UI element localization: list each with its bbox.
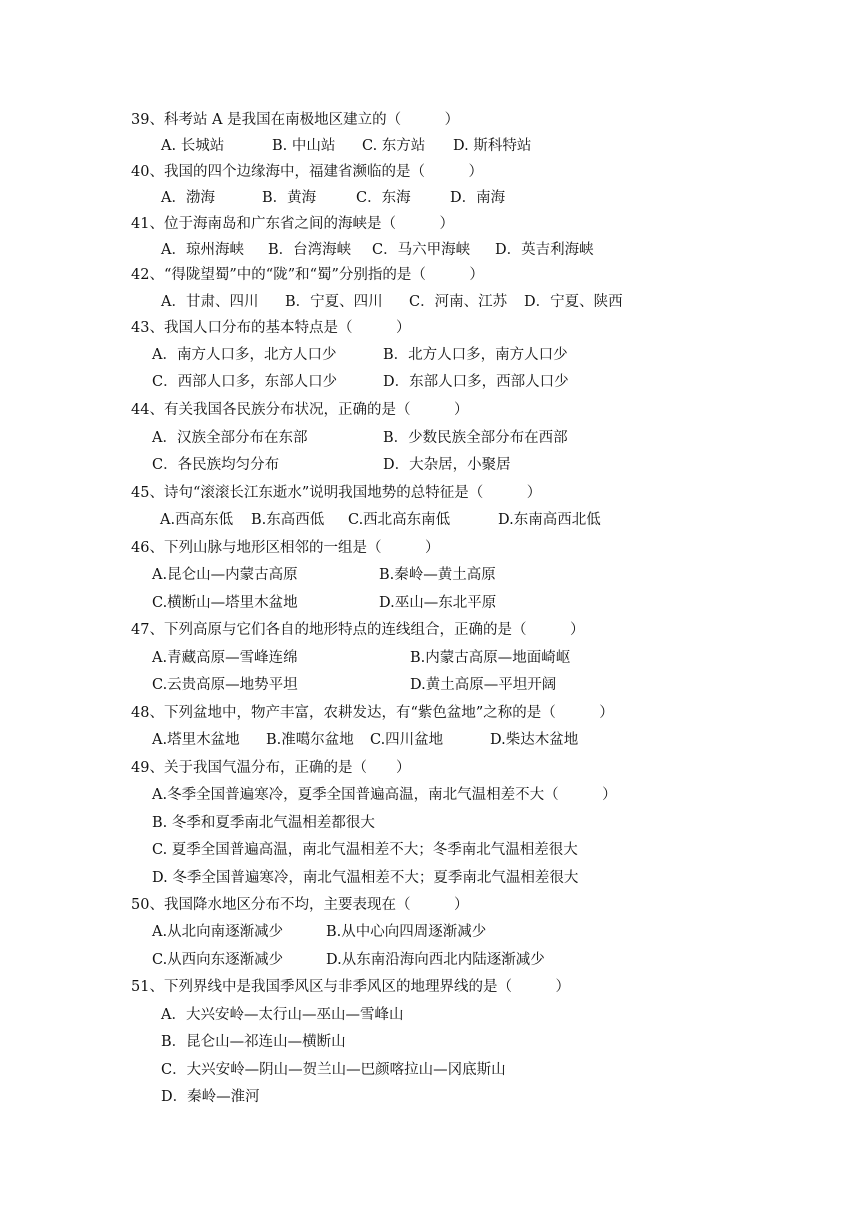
question-41-option-d: D．英吉利海峡 — [495, 242, 594, 258]
question-49-option-c: C. 夏季全国普遍高温，南北气温相差不大；冬季南北气温相差很大 — [152, 842, 578, 858]
question-47-stem: 47、下列高原与它们各自的地形特点的连线组合，正确的是（ ） — [131, 622, 585, 638]
question-47-option-b: B.内蒙古高原—地面崎岖 — [410, 650, 571, 666]
question-42-option-d: D．宁夏、陕西 — [524, 294, 623, 310]
question-44-stem: 44、有关我国各民族分布状况，正确的是（ ） — [131, 402, 469, 418]
question-40-option-c: C．东海 — [356, 190, 411, 206]
question-42-stem: 42、“得陇望蜀”中的“陇”和“蜀”分别指的是（ ） — [131, 267, 484, 283]
question-45-stem: 45、诗句“滚滚长江东逝水”说明我国地势的总特征是（ ） — [131, 485, 542, 501]
question-41-stem: 41、位于海南岛和广东省之间的海峡是（ ） — [131, 216, 454, 232]
question-42-option-c: C．河南、江苏 — [409, 294, 508, 310]
question-46-option-b: B.秦岭—黄土高原 — [379, 567, 496, 583]
question-43-option-a: A．南方人口多，北方人口少 — [152, 347, 337, 363]
question-40-option-b: B．黄海 — [262, 190, 317, 206]
question-41-option-b: B．台湾海峡 — [268, 242, 352, 258]
question-41-option-a: A．琼州海峡 — [161, 242, 244, 258]
question-46-option-c: C.横断山—塔里木盆地 — [152, 595, 298, 611]
question-39-option-b: B. 中山站 — [272, 138, 336, 154]
question-45-option-c: C.西北高东南低 — [348, 512, 451, 528]
question-45-option-a: A.西高东低 — [160, 512, 234, 528]
question-43-option-d: D．东部人口多，西部人口少 — [383, 374, 569, 390]
question-43-option-c: C．西部人口多，东部人口少 — [152, 374, 338, 390]
question-43-stem: 43、我国人口分布的基本特点是（ ） — [131, 320, 411, 336]
question-44-option-b: B．少数民族全部分布在西部 — [383, 430, 568, 446]
question-47-option-c: C.云贵高原—地势平坦 — [152, 677, 298, 693]
question-51-option-b: B．昆仑山—祁连山—横断山 — [161, 1034, 346, 1050]
question-39-option-d: D. 斯科特站 — [453, 138, 532, 154]
question-46-option-d: D.巫山—东北平原 — [379, 595, 497, 611]
question-48-option-d: D.柴达木盆地 — [490, 732, 579, 748]
question-51-option-d: D．秦岭—淮河 — [161, 1089, 260, 1105]
question-44-option-c: C．各民族均匀分布 — [152, 457, 280, 473]
question-50-option-a: A.从北向南逐渐减少 — [152, 924, 284, 940]
question-45-option-d: D.东南高西北低 — [498, 512, 601, 528]
question-51-stem: 51、下列界线中是我国季风区与非季风区的地理界线的是（ ） — [131, 979, 570, 995]
question-40-stem: 40、我国的四个边缘海中，福建省濒临的是（ ） — [131, 164, 483, 180]
question-40-option-d: D．南海 — [450, 190, 506, 206]
question-46-stem: 46、下列山脉与地形区相邻的一组是（ ） — [131, 540, 440, 556]
question-49-option-a: A.冬季全国普遍寒冷，夏季全国普遍高温，南北气温相差不大（ ） — [152, 787, 617, 803]
question-49-option-b: B. 冬季和夏季南北气温相差都很大 — [152, 815, 375, 831]
question-51-option-c: C．大兴安岭—阴山—贺兰山—巴颜喀拉山—冈底斯山 — [161, 1062, 506, 1078]
question-50-option-d: D.从东南沿海向西北内陆逐渐减少 — [326, 952, 545, 968]
question-39-option-c: C. 东方站 — [362, 138, 426, 154]
question-50-option-c: C.从西向东逐渐减少 — [152, 952, 284, 968]
question-42-option-a: A．甘肃、四川 — [161, 294, 259, 310]
question-49-stem: 49、关于我国气温分布，正确的是（ ） — [131, 760, 411, 776]
question-49-option-d: D. 冬季全国普遍寒冷，南北气温相差不大；夏季南北气温相差很大 — [152, 870, 579, 886]
question-51-option-a: A．大兴安岭—太行山—巫山—雪峰山 — [161, 1007, 404, 1023]
question-46-option-a: A.昆仑山—内蒙古高原 — [152, 567, 298, 583]
question-47-option-d: D.黄土高原—平坦开阔 — [410, 677, 557, 693]
question-40-option-a: A．渤海 — [161, 190, 215, 206]
question-50-stem: 50、我国降水地区分布不均，主要表现在（ ） — [131, 897, 469, 913]
question-48-option-b: B.准噶尔盆地 — [266, 732, 354, 748]
question-45-option-b: B.东高西低 — [251, 512, 325, 528]
question-48-option-c: C.四川盆地 — [370, 732, 444, 748]
question-50-option-b: B.从中心向四周逐渐减少 — [326, 924, 487, 940]
question-48-option-a: A.塔里木盆地 — [152, 732, 240, 748]
question-42-option-b: B．宁夏、四川 — [285, 294, 383, 310]
question-48-stem: 48、下列盆地中，物产丰富，农耕发达，有“紫色盆地”之称的是（ ） — [131, 705, 614, 721]
question-39-stem: 39、科考站 A 是我国在南极地区建立的（ ） — [131, 112, 460, 128]
question-44-option-a: A．汉族全部分布在东部 — [152, 430, 308, 446]
question-41-option-c: C．马六甲海峡 — [372, 242, 471, 258]
question-39-option-a: A. 长城站 — [161, 138, 225, 154]
question-43-option-b: B．北方人口多，南方人口少 — [383, 347, 568, 363]
question-47-option-a: A.青藏高原—雪峰连绵 — [152, 650, 298, 666]
question-44-option-d: D．大杂居，小聚居 — [383, 457, 511, 473]
